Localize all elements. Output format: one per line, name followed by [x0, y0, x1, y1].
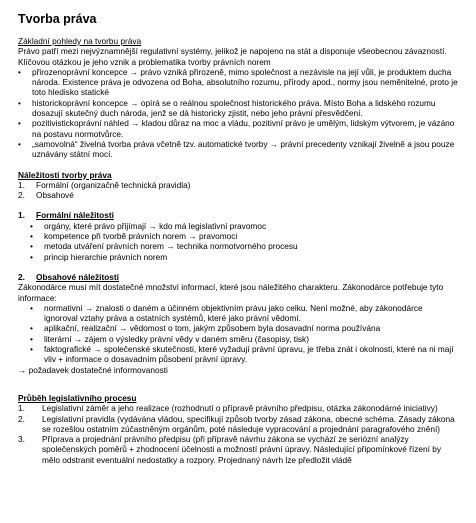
list-item: [18, 241, 458, 251]
intro-bullet-text: přirozenoprávní koncepce → právo vzniká přirozeně, mimo společnost a nezávisle na její vůli, je produktem ducha národa. Existence práva je odvozena od Boha, absolutního rozumu, přírody apod., normy jsou neměnitelné, proto je toto hledisko statické: [32, 66, 458, 98]
obsahove-bullet-text: aplikační, realizační → vědomost o tom, jakým způsobem byla dosavadní norma používána: [44, 323, 381, 334]
list-item: [18, 252, 458, 262]
list-item: [18, 231, 458, 241]
item-text: Obsahové: [36, 190, 74, 201]
formalni-heading: Formální náležitosti: [36, 210, 114, 221]
formalni-bullet-text: orgány, které právo přijímají → kdo má legislativní pravomoc: [44, 220, 267, 231]
formalni-bullet-text: kompetence při tvorbě právních norem → pravomoci: [44, 231, 238, 242]
intro-bullet-text: historickoprávní koncepce → opírá se o reálnou společnost historického práva. Místo Boha a lidského rozumu dosazují skutečný duch národa, jenž se dá historicky zjistit, nebo jeho právní přesvědčení.: [32, 97, 436, 119]
intro-bullet-text: „samovolná“ živelná tvorba práva včetně tzv. automatické tvorby → právní precedenty vznikají živelně a jsou pouze uznávány státní mocí.: [32, 138, 455, 160]
bullet-icon: •: [18, 138, 21, 149]
item-number: 1.: [18, 403, 25, 414]
obsahove-heading-row: [18, 272, 458, 282]
obsahove-heading: Obsahové náležitosti: [36, 271, 119, 282]
obsahove-paragraph: Zákonodárce musí mít dostatečné množství informací, které jsou náležitého charakteru. Zákonodárce potřebuje tyto informace:: [18, 282, 444, 303]
list-item: [18, 303, 458, 324]
item-number: 2.: [18, 413, 25, 424]
section-number: 2.: [18, 271, 25, 282]
list-item: [18, 118, 458, 139]
list-item: [18, 180, 458, 190]
item-text: Formální (organizačně technická pravidla): [36, 179, 191, 190]
intro-bullet-text: pozitivistickoprávní náhled → kladou důraz na moc a vládu, pozitivní právo je umělým, lidským výtvorem, je vázáno na postavu normotvůrce.: [32, 118, 455, 139]
obsahove-closing: → požadavek dostatečné informovanosti: [18, 364, 168, 375]
intro-paragraph: Právo patří mezi nejvýznamnější regulativní systémy, jelikož je napojeno na stát a disponuje všeobecnou závazností. Klíčovou otázkou je jeho vznik a problematika tvorby právních norem: [18, 46, 447, 67]
formalni-heading-row: [18, 210, 458, 220]
bullet-icon: •: [30, 333, 33, 344]
bullet-icon: •: [18, 118, 21, 129]
item-number: 2.: [18, 190, 25, 201]
formalni-bullet-text: princip hierarchie právních norem: [44, 251, 168, 262]
bullet-icon: •: [30, 302, 33, 313]
list-item: [18, 344, 458, 365]
bullet-icon: •: [30, 220, 33, 231]
prubeh-item-text: Legislativní pravidla (vydávána vládou, specifikují způsob tvorby zásad zákona, obecné schéma. Zásady zákona se rozešlou ostatním zúčastněným orgánům, poté následuje vypracování a projednání paragrafového znění): [42, 413, 455, 434]
list-item: [18, 334, 458, 344]
obsahove-bullet-text: normativní → znalosti o daném a účinném objektivním právu jako celku. Není možné, aby zákonodárce ignoroval vztahy práva a ostatních systémů, které jako právní vědomí.: [44, 302, 423, 324]
bullet-icon: •: [30, 323, 33, 334]
obsahove-bullet-text: literární → zájem o výsledky právní vědy v daném směru (časopisy, tisk): [44, 333, 309, 344]
bullet-icon: •: [18, 97, 21, 108]
obsahove-bullet-text: faktografické → společenské skutečnosti, které vyžadují právní úpravu, je třeba znát i okolnosti, které na ni mají vliv + informace o dosavadním působení právní úpravy.: [44, 344, 454, 365]
bullet-icon: •: [30, 241, 33, 252]
list-item: [18, 190, 458, 200]
formalni-bullet-text: metoda utváření právních norem → technika normotvorného procesu: [44, 241, 298, 252]
list-item: [18, 221, 458, 231]
intro-heading: Základní pohledy na tvorbu práva: [18, 36, 142, 46]
bullet-icon: •: [30, 344, 33, 355]
list-item: [18, 98, 458, 119]
bullet-icon: •: [18, 66, 21, 77]
item-number: 3.: [18, 434, 25, 445]
prubeh-item-text: Legislativní záměr a jeho realizace (rozhodnutí o přípravě právního předpisu, otázka zákonodárné iniciativy): [42, 403, 438, 414]
bullet-icon: •: [30, 251, 33, 262]
page-title: Tvorba práva: [18, 12, 97, 26]
list-item: [18, 67, 458, 98]
list-item: [18, 403, 458, 413]
list-item: [18, 414, 458, 435]
bullet-icon: •: [30, 231, 33, 242]
nalezitosti-heading: Náležitosti tvorby práva: [18, 169, 112, 180]
prubeh-item-text: Příprava a projednání právního předpisu (při přípravě návrhu zákona se vychází ze seriózní analýzy společenských poměrů + zhodnocení účelnosti a možností právní úpravy. Následující připomínkové řízení by mělo odstranit eventuální nedostatky a rozpory. Projednaný návrh lze předložit vládě: [42, 434, 441, 465]
list-item: [18, 434, 458, 465]
prubeh-heading: Průběh legislativního procesu: [18, 392, 137, 403]
list-item: [18, 139, 458, 160]
list-item: [18, 323, 458, 333]
section-number: 1.: [18, 210, 25, 221]
item-number: 1.: [18, 179, 25, 190]
